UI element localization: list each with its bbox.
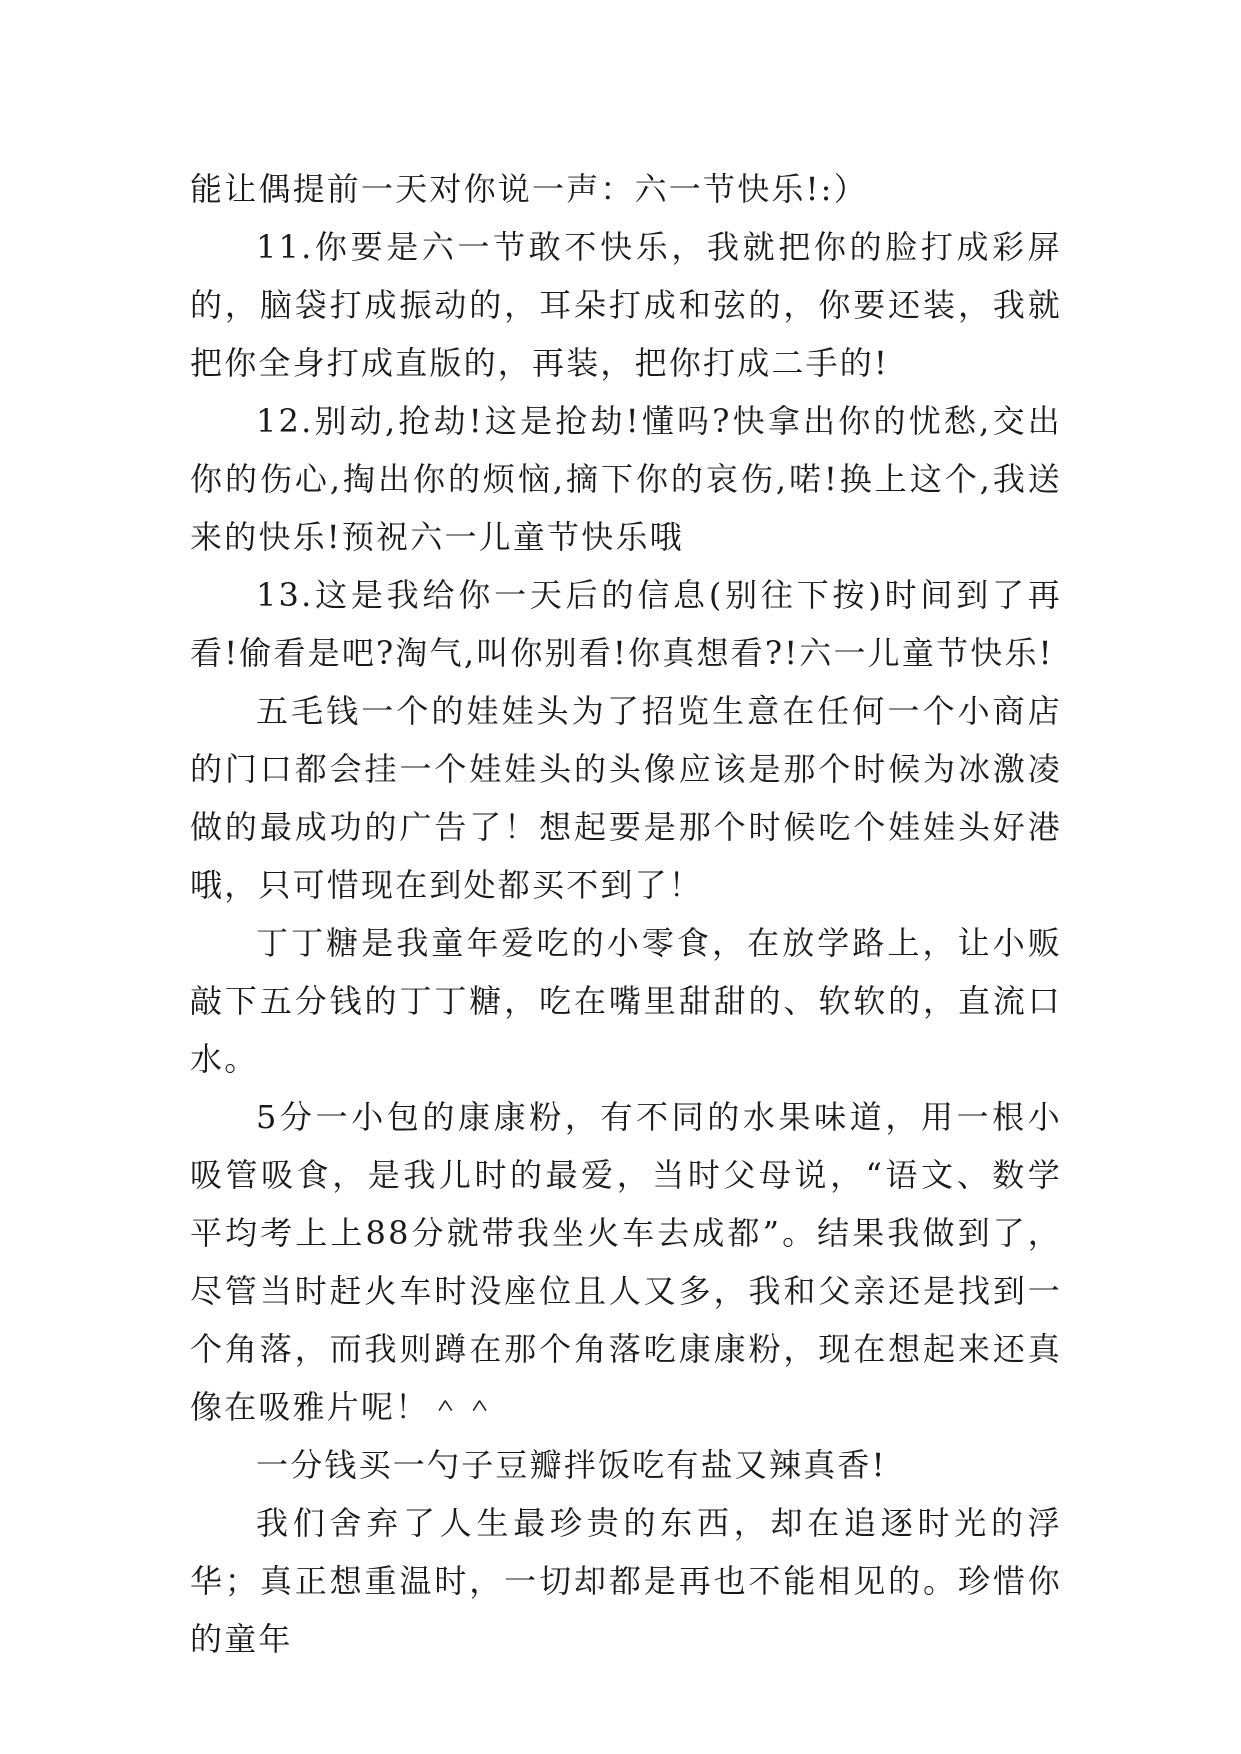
paragraph: 一分钱买一勺子豆瓣拌饭吃有盐又辣真香! (256, 1446, 887, 1484)
document-body (190, 160, 1062, 1668)
paragraph: 12.别动,抢劫!这是抢劫!懂吗?快拿出你的忧愁,交出你的伤心,掏出你的烦恼,摘下你的哀伤,喏!换上这个,我送来的快乐!预祝六一儿童节快乐哦 (190, 402, 1062, 556)
paragraph: 13.这是我给你一天后的信息(别往下按)时间到了再看!偷看是吧?淘气,叫你别看!你真想看?!六一儿童节快乐! (190, 576, 1062, 672)
paragraph: 我们舍弃了人生最珍贵的东西，却在追逐时光的浮华；真正想重温时，一切却都是再也不能相见的。珍惜你的童年 (190, 1504, 1062, 1658)
paragraph: 5分一小包的康康粉，有不同的水果味道，用一根小吸管吸食，是我儿时的最爱，当时父母说，“语文、数学平均考上上88分就带我坐火车去成都”。结果我做到了，尽管当时赶火车时没座位且人又多，我和父亲还是找到一个角落，而我则蹲在那个角落吃康康粉，现在想起来还真像在吸雅片呢！＾＾ (190, 1098, 1062, 1426)
paragraph: 11.你要是六一节敢不快乐，我就把你的脸打成彩屏的，脑袋打成振动的，耳朵打成和弦的，你要还装，我就把你全身打成直版的，再装，把你打成二手的! (190, 228, 1062, 382)
paragraph: 五毛钱一个的娃娃头为了招览生意在任何一个小商店的门口都会挂一个娃娃头的头像应该是那个时候为冰激凌做的最成功的广告了！想起要是那个时候吃个娃娃头好港哦，只可惜现在到处都买不到了！ (190, 692, 1062, 904)
paragraph: 丁丁糖是我童年爱吃的小零食，在放学路上，让小贩敲下五分钱的丁丁糖，吃在嘴里甜甜的、软软的，直流口水。 (190, 924, 1062, 1078)
paragraph: 能让偶提前一天对你说一声：六一节快乐!:） (190, 170, 868, 208)
